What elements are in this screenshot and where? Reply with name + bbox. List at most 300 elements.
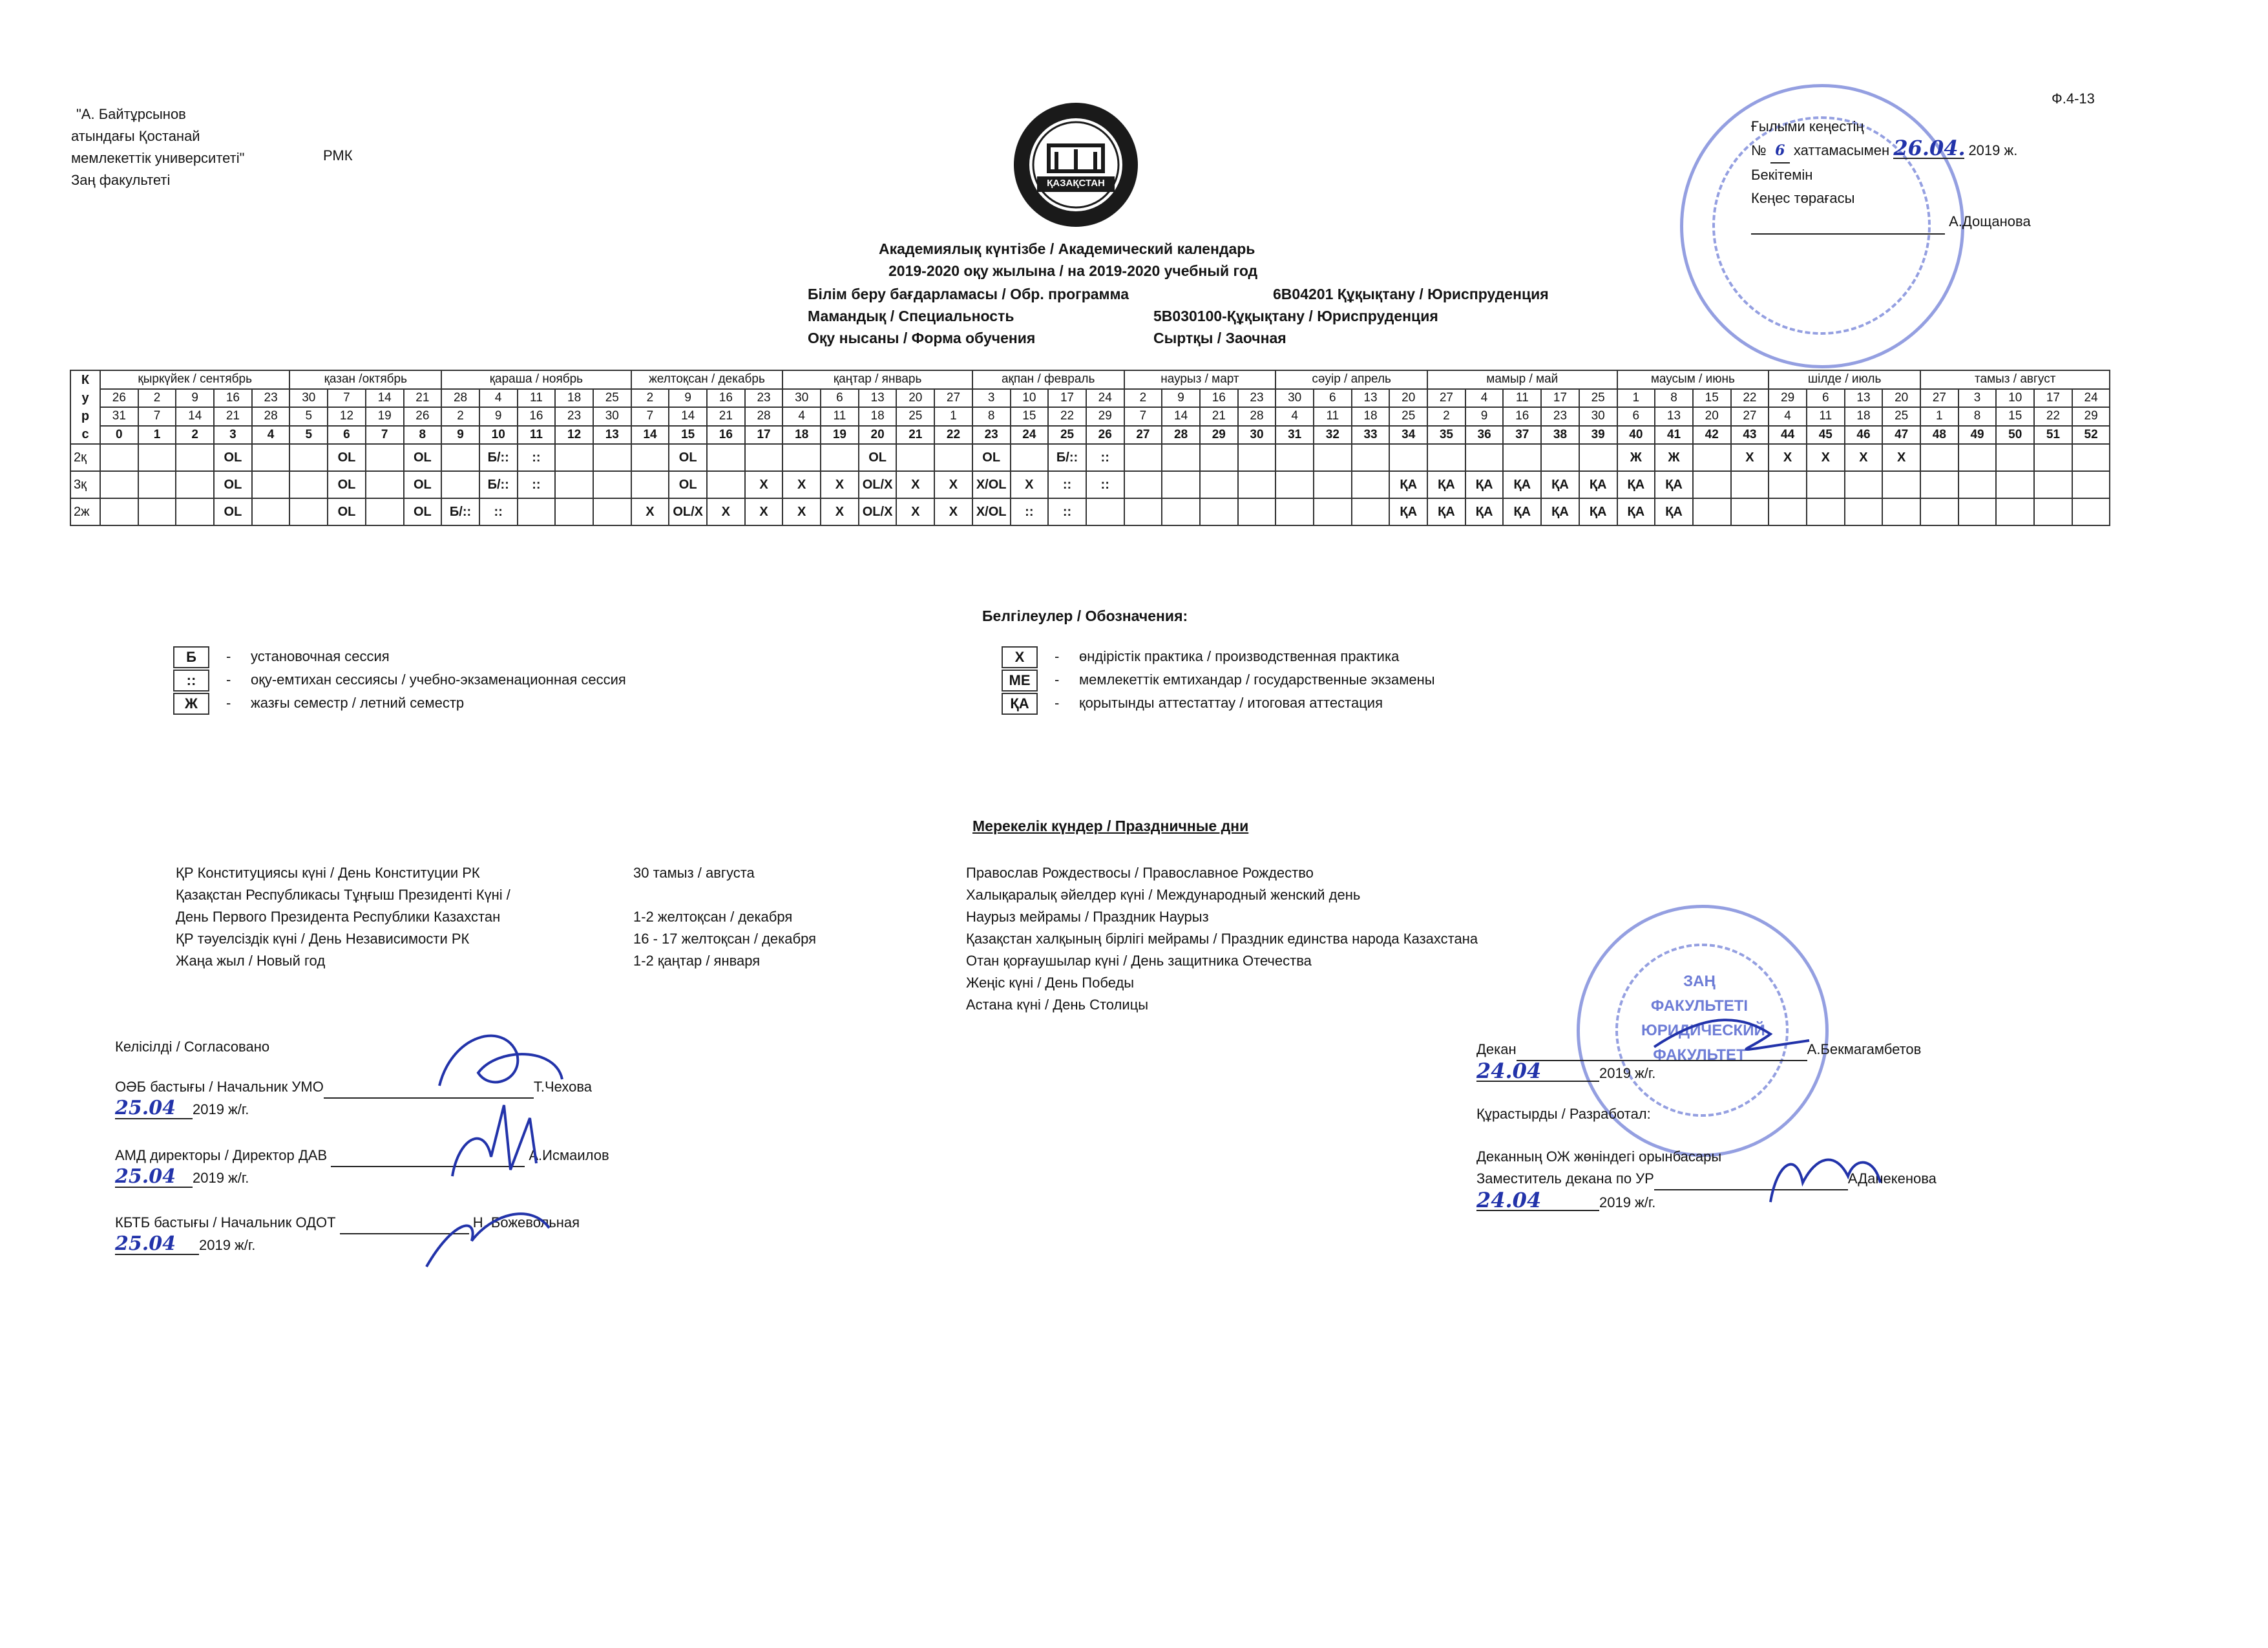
week-end-date: 29 xyxy=(2072,407,2110,426)
week-number: 22 xyxy=(934,426,972,445)
legend-code: МЕ xyxy=(1002,670,1038,692)
legend-item xyxy=(173,693,464,713)
schedule-cell xyxy=(366,444,404,471)
week-start-date: 24 xyxy=(1086,389,1124,408)
schedule-cell xyxy=(1807,471,1845,498)
approval-block xyxy=(1751,115,2061,235)
chair-signature-line xyxy=(1751,210,2061,235)
deputy-name: АДанекенова xyxy=(1847,1170,1937,1187)
dean-date-line xyxy=(1476,1061,1655,1084)
schedule-cell: X xyxy=(1769,444,1807,471)
schedule-cell: ҚА xyxy=(1541,471,1579,498)
week-number: 16 xyxy=(707,426,745,445)
specialty-label: Мамандық / Специальность xyxy=(808,308,1014,324)
week-end-date: 29 xyxy=(1086,407,1124,426)
month-header-row xyxy=(70,370,2110,389)
institution-line: мемлекеттік университеті" xyxy=(71,150,245,166)
legend-code: :: xyxy=(173,670,209,692)
week-end-date: 7 xyxy=(631,407,669,426)
schedule-cell: OL/X xyxy=(669,498,707,525)
schedule-cell: X xyxy=(1807,444,1845,471)
schedule-cell xyxy=(1124,498,1162,525)
week-number: 31 xyxy=(1276,426,1314,445)
week-end-date: 6 xyxy=(1617,407,1655,426)
rmk-label: РМК xyxy=(323,147,353,164)
week-number: 19 xyxy=(821,426,859,445)
schedule-cell: X xyxy=(1731,444,1769,471)
schedule-cell xyxy=(289,498,328,525)
schedule-cell xyxy=(1238,498,1276,525)
schedule-cell xyxy=(176,444,214,471)
dean-year: 2019 ж/г. xyxy=(1599,1065,1656,1081)
schedule-cell xyxy=(252,498,290,525)
schedule-cell xyxy=(2034,444,2072,471)
week-number: 36 xyxy=(1465,426,1504,445)
week-start-date: 30 xyxy=(1276,389,1314,408)
month-header: қараша / ноябрь xyxy=(441,370,631,389)
schedule-cell: OL xyxy=(669,444,707,471)
course-row xyxy=(70,444,2110,471)
schedule-cell xyxy=(1276,471,1314,498)
schedule-cell: :: xyxy=(1086,471,1124,498)
week-start-date: 1 xyxy=(1617,389,1655,408)
university-logo xyxy=(1011,100,1140,229)
week-end-date: 30 xyxy=(1579,407,1617,426)
legend-item xyxy=(1002,693,1383,713)
dean-date: 24.04 xyxy=(1476,1061,1599,1082)
deputy-year: 2019 ж/г. xyxy=(1599,1194,1656,1210)
legend-code: Б xyxy=(173,646,209,668)
course-label: 2қ xyxy=(70,444,100,471)
week-start-date: 23 xyxy=(252,389,290,408)
holiday-item: Қазақстан халқының бірлігі мейрамы / Праздник единства народа Казахстана xyxy=(966,931,1478,947)
month-header: наурыз / март xyxy=(1124,370,1276,389)
schedule-cell: ҚА xyxy=(1579,498,1617,525)
odot-name: Н. Божевольная xyxy=(472,1214,580,1231)
week-end-date: 31 xyxy=(100,407,138,426)
council-label: Ғылыми кеңестің xyxy=(1751,118,1864,134)
week-end-date: 4 xyxy=(1769,407,1807,426)
week-number: 41 xyxy=(1655,426,1693,445)
week-end-date: 14 xyxy=(669,407,707,426)
week-end-date: 22 xyxy=(1048,407,1086,426)
schedule-cell xyxy=(1200,444,1238,471)
legend-text: мемлекеттік емтихандар / государственные экзамены xyxy=(1079,671,1435,688)
kurs-letter: с xyxy=(81,427,89,441)
protocol-line xyxy=(1751,138,2061,164)
schedule-cell: OL/X xyxy=(859,498,897,525)
legend-code: X xyxy=(1002,646,1038,668)
week-number: 24 xyxy=(1011,426,1049,445)
schedule-cell: Ж xyxy=(1617,444,1655,471)
schedule-cell xyxy=(1958,444,1997,471)
week-start-date: 18 xyxy=(555,389,593,408)
week-number: 38 xyxy=(1541,426,1579,445)
week-start-date: 9 xyxy=(176,389,214,408)
week-start-row xyxy=(70,389,2110,408)
week-start-date: 4 xyxy=(479,389,518,408)
schedule-cell xyxy=(1011,444,1049,471)
schedule-cell xyxy=(1162,444,1200,471)
agreed-label: Келісілді / Согласовано xyxy=(115,1039,270,1055)
holidays-title: Мерекелік күндер / Праздничные дни xyxy=(972,818,1249,834)
schedule-cell xyxy=(1200,498,1238,525)
legend-text: установочная сессия xyxy=(251,648,390,664)
legend-text: жазғы семестр / летний семестр xyxy=(251,695,465,711)
schedule-cell xyxy=(100,471,138,498)
holiday-item: Отан қорғаушылар күні / День защитника Отечества xyxy=(966,953,1312,969)
schedule-cell: OL xyxy=(972,444,1011,471)
year-suffix: 2019 ж/г. xyxy=(193,1170,249,1186)
schedule-cell xyxy=(1958,471,1997,498)
week-end-date: 25 xyxy=(1882,407,1920,426)
week-number: 12 xyxy=(555,426,593,445)
schedule-cell xyxy=(1352,444,1390,471)
week-number: 20 xyxy=(859,426,897,445)
kurs-letter: у xyxy=(81,391,89,405)
developers-label: Құрастырды / Разработал: xyxy=(1476,1106,1651,1122)
schedule-cell xyxy=(1882,498,1920,525)
signature-scribble xyxy=(439,1036,562,1086)
week-start-date: 6 xyxy=(1314,389,1352,408)
week-number: 35 xyxy=(1427,426,1465,445)
schedule-cell xyxy=(782,444,821,471)
week-end-date: 15 xyxy=(1996,407,2034,426)
chair-label: Кеңес төрағасы xyxy=(1751,190,1855,206)
deputy-date-line xyxy=(1476,1190,1655,1213)
schedule-cell xyxy=(1162,498,1200,525)
schedule-cell: OL xyxy=(214,498,252,525)
schedule-cell: X xyxy=(1845,444,1883,471)
week-start-date: 4 xyxy=(1465,389,1504,408)
schedule-cell: X xyxy=(1011,471,1049,498)
week-number: 28 xyxy=(1162,426,1200,445)
schedule-cell xyxy=(555,471,593,498)
week-start-date: 25 xyxy=(593,389,631,408)
week-start-date: 30 xyxy=(289,389,328,408)
dean-label: Декан xyxy=(1476,1041,1517,1057)
week-end-date: 28 xyxy=(745,407,783,426)
schedule-cell xyxy=(1920,471,1958,498)
schedule-cell xyxy=(289,471,328,498)
month-header: сәуір / апрель xyxy=(1276,370,1427,389)
schedule-cell: X xyxy=(745,471,783,498)
course-label: 3қ xyxy=(70,471,100,498)
week-end-date: 18 xyxy=(1352,407,1390,426)
week-end-date: 8 xyxy=(1958,407,1997,426)
week-number: 2 xyxy=(176,426,214,445)
week-start-date: 21 xyxy=(404,389,442,408)
week-number: 47 xyxy=(1882,426,1920,445)
approved-label: Бекітемін xyxy=(1751,167,1813,183)
umo-label: ОӘБ бастығы / Начальник УМО xyxy=(115,1079,324,1095)
month-header: маусым / июнь xyxy=(1617,370,1769,389)
schedule-cell: X xyxy=(934,498,972,525)
week-number: 44 xyxy=(1769,426,1807,445)
deputy-date: 24.04 xyxy=(1476,1190,1599,1211)
program-value: 6B04201 Құқықтану / Юриспруденция xyxy=(1273,286,1549,302)
holiday-name: Қазақстан Республикасы Тұңғыш Президенті Күні / xyxy=(176,887,510,903)
week-start-date: 26 xyxy=(100,389,138,408)
week-end-date: 16 xyxy=(518,407,556,426)
week-number: 13 xyxy=(593,426,631,445)
week-end-date: 21 xyxy=(707,407,745,426)
holiday-date: 1-2 қаңтар / января xyxy=(633,953,761,969)
schedule-cell: OL xyxy=(328,498,366,525)
week-start-date: 15 xyxy=(1693,389,1731,408)
signature-scribble xyxy=(426,1214,549,1267)
week-end-date: 25 xyxy=(896,407,934,426)
week-start-date: 20 xyxy=(1882,389,1920,408)
week-end-date: 14 xyxy=(1162,407,1200,426)
schedule-cell xyxy=(1731,498,1769,525)
week-start-date: 20 xyxy=(1389,389,1427,408)
umo-date: 25.04 xyxy=(115,1099,193,1119)
week-number: 32 xyxy=(1314,426,1352,445)
week-number: 30 xyxy=(1238,426,1276,445)
week-number: 29 xyxy=(1200,426,1238,445)
week-end-date: 16 xyxy=(1503,407,1541,426)
schedule-cell: :: xyxy=(1011,498,1049,525)
calendar-subtitle: 2019-2020 оқу жылына / на 2019-2020 учебный год xyxy=(888,262,1258,279)
week-start-date: 16 xyxy=(1200,389,1238,408)
week-start-date: 13 xyxy=(1845,389,1883,408)
schedule-cell xyxy=(2072,444,2110,471)
schedule-cell: ҚА xyxy=(1655,471,1693,498)
week-number: 0 xyxy=(100,426,138,445)
odot-date: 25.04 xyxy=(115,1234,199,1255)
schedule-cell xyxy=(1276,498,1314,525)
legend-dash: - xyxy=(226,648,231,664)
holiday-name: Жаңа жыл / Новый год xyxy=(176,953,326,969)
legend-item xyxy=(1002,670,1435,690)
week-end-date: 4 xyxy=(1276,407,1314,426)
protocol-year: 2019 ж. xyxy=(1968,142,2018,158)
schedule-cell xyxy=(934,444,972,471)
week-start-date: 10 xyxy=(1996,389,2034,408)
week-end-date: 13 xyxy=(1655,407,1693,426)
schedule-cell xyxy=(1086,498,1124,525)
kurs-letter: К xyxy=(81,373,90,387)
week-end-date: 18 xyxy=(859,407,897,426)
holiday-item: Православ Рождествосы / Православное Рождество xyxy=(966,865,1314,881)
week-end-date: 21 xyxy=(1200,407,1238,426)
schedule-cell: OL xyxy=(328,471,366,498)
week-start-date: 9 xyxy=(669,389,707,408)
schedule-cell: :: xyxy=(479,498,518,525)
holiday-item: Халықаралық әйелдер күні / Международный женский день xyxy=(966,887,1361,903)
week-start-date: 13 xyxy=(859,389,897,408)
week-end-date: 7 xyxy=(138,407,176,426)
schedule-cell: OL xyxy=(214,444,252,471)
schedule-cell: Б/:: xyxy=(1048,444,1086,471)
week-start-date: 11 xyxy=(518,389,556,408)
week-start-date: 23 xyxy=(1238,389,1276,408)
week-start-date: 11 xyxy=(1503,389,1541,408)
week-start-date: 2 xyxy=(631,389,669,408)
schedule-cell: ҚА xyxy=(1541,498,1579,525)
week-end-date: 1 xyxy=(934,407,972,426)
week-start-date: 20 xyxy=(896,389,934,408)
schedule-cell: ҚА xyxy=(1617,498,1655,525)
signature-scribble xyxy=(1770,1160,1880,1202)
week-end-date: 23 xyxy=(555,407,593,426)
year-suffix: 2019 ж/г. xyxy=(199,1237,256,1253)
week-number: 40 xyxy=(1617,426,1655,445)
form-code: Ф.4-13 xyxy=(2052,90,2095,107)
week-start-date: 17 xyxy=(2034,389,2072,408)
week-end-date: 4 xyxy=(782,407,821,426)
schedule-cell xyxy=(1693,498,1731,525)
week-end-date: 9 xyxy=(1465,407,1504,426)
protocol-mid: хаттамасымен xyxy=(1793,142,1890,158)
odot-date-line xyxy=(115,1234,255,1256)
schedule-cell xyxy=(366,471,404,498)
week-number: 21 xyxy=(896,426,934,445)
month-header: шілде / июль xyxy=(1769,370,1920,389)
month-header: қазан /октябрь xyxy=(289,370,441,389)
schedule-cell xyxy=(1238,444,1276,471)
week-number: 34 xyxy=(1389,426,1427,445)
week-end-date: 28 xyxy=(252,407,290,426)
schedule-cell xyxy=(707,471,745,498)
schedule-cell xyxy=(1996,444,2034,471)
schedule-cell xyxy=(593,498,631,525)
schedule-cell: X xyxy=(896,471,934,498)
schedule-cell xyxy=(593,471,631,498)
week-end-date: 12 xyxy=(328,407,366,426)
schedule-cell: X xyxy=(821,471,859,498)
schedule-cell xyxy=(631,444,669,471)
schedule-cell xyxy=(1124,471,1162,498)
legend-item xyxy=(1002,646,1399,667)
week-start-date: 29 xyxy=(1769,389,1807,408)
week-end-date: 26 xyxy=(404,407,442,426)
schedule-cell xyxy=(518,498,556,525)
week-number: 45 xyxy=(1807,426,1845,445)
chair-name: А.Дощанова xyxy=(1949,213,2031,229)
schedule-cell: Б/:: xyxy=(441,498,479,525)
protocol-date: 26.04. xyxy=(1893,136,1966,160)
month-header: қаңтар / январь xyxy=(782,370,972,389)
schedule-cell xyxy=(821,444,859,471)
schedule-cell: X xyxy=(1882,444,1920,471)
schedule-cell xyxy=(1503,444,1541,471)
year-suffix: 2019 ж/г. xyxy=(193,1101,249,1117)
week-number: 37 xyxy=(1503,426,1541,445)
schedule-cell xyxy=(1124,444,1162,471)
schedule-cell xyxy=(1920,498,1958,525)
week-end-date: 28 xyxy=(1238,407,1276,426)
week-start-date: 30 xyxy=(782,389,821,408)
week-end-date: 22 xyxy=(2034,407,2072,426)
week-end-date: 21 xyxy=(214,407,252,426)
schedule-cell xyxy=(1389,444,1427,471)
week-end-date: 20 xyxy=(1693,407,1731,426)
schedule-cell: ҚА xyxy=(1465,498,1504,525)
week-number: 46 xyxy=(1845,426,1883,445)
schedule-cell xyxy=(1996,498,2034,525)
schedule-cell xyxy=(1427,444,1465,471)
week-start-date: 6 xyxy=(1807,389,1845,408)
schedule-cell: X xyxy=(782,498,821,525)
schedule-cell: ҚА xyxy=(1503,498,1541,525)
week-start-date: 14 xyxy=(366,389,404,408)
week-end-date: 14 xyxy=(176,407,214,426)
week-end-date: 19 xyxy=(366,407,404,426)
schedule-cell xyxy=(1238,471,1276,498)
week-number: 7 xyxy=(366,426,404,445)
schedule-cell: Ж xyxy=(1655,444,1693,471)
week-start-date: 28 xyxy=(441,389,479,408)
schedule-cell xyxy=(441,471,479,498)
week-end-date: 9 xyxy=(479,407,518,426)
legend-text: өндірістік практика / производственная практика xyxy=(1079,648,1400,664)
schedule-cell xyxy=(100,444,138,471)
week-number: 49 xyxy=(1958,426,1997,445)
dav-date: 25.04 xyxy=(115,1167,193,1188)
schedule-cell xyxy=(1996,471,2034,498)
week-end-date: 8 xyxy=(972,407,1011,426)
schedule-cell xyxy=(593,444,631,471)
week-number: 4 xyxy=(252,426,290,445)
week-number: 25 xyxy=(1048,426,1086,445)
schedule-cell xyxy=(1276,444,1314,471)
kurs-letter: р xyxy=(81,409,90,423)
week-number: 15 xyxy=(669,426,707,445)
schedule-cell: ҚА xyxy=(1427,471,1465,498)
schedule-cell: :: xyxy=(518,471,556,498)
study-form-label: Оқу нысаны / Форма обучения xyxy=(808,330,1036,346)
holiday-item: Наурыз мейрамы / Праздник Наурыз xyxy=(966,909,1209,925)
schedule-cell xyxy=(1200,471,1238,498)
schedule-cell xyxy=(252,444,290,471)
month-header: тамыз / август xyxy=(1920,370,2110,389)
schedule-cell xyxy=(176,498,214,525)
week-end-date: 2 xyxy=(441,407,479,426)
week-number: 9 xyxy=(441,426,479,445)
schedule-cell xyxy=(1920,444,1958,471)
holiday-name: День Первого Президента Республики Казахстан xyxy=(176,909,501,925)
week-start-date: 3 xyxy=(972,389,1011,408)
week-start-date: 6 xyxy=(821,389,859,408)
week-start-date: 2 xyxy=(1124,389,1162,408)
week-end-date: 11 xyxy=(1807,407,1845,426)
schedule-cell xyxy=(707,444,745,471)
week-number: 52 xyxy=(2072,426,2110,445)
schedule-cell xyxy=(289,444,328,471)
week-end-date: 1 xyxy=(1920,407,1958,426)
schedule-cell: X xyxy=(934,471,972,498)
week-start-date: 27 xyxy=(1920,389,1958,408)
schedule-cell: OL xyxy=(669,471,707,498)
week-start-date: 17 xyxy=(1541,389,1579,408)
legend-title: Белгілеулер / Обозначения: xyxy=(982,607,1188,624)
schedule-cell xyxy=(1352,471,1390,498)
schedule-cell xyxy=(1579,444,1617,471)
deputy-title-kz: Деканның ОЖ жөніндегі орынбасары xyxy=(1476,1148,1722,1165)
schedule-cell xyxy=(555,444,593,471)
week-start-date: 16 xyxy=(707,389,745,408)
week-start-date: 13 xyxy=(1352,389,1390,408)
course-row xyxy=(70,471,2110,498)
schedule-cell: X xyxy=(782,471,821,498)
institution-block xyxy=(71,103,407,191)
signature-scribble xyxy=(1654,1020,1809,1050)
week-number: 1 xyxy=(138,426,176,445)
schedule-cell xyxy=(1465,444,1504,471)
deputy-title-ru: Заместитель декана по УР xyxy=(1476,1170,1654,1187)
